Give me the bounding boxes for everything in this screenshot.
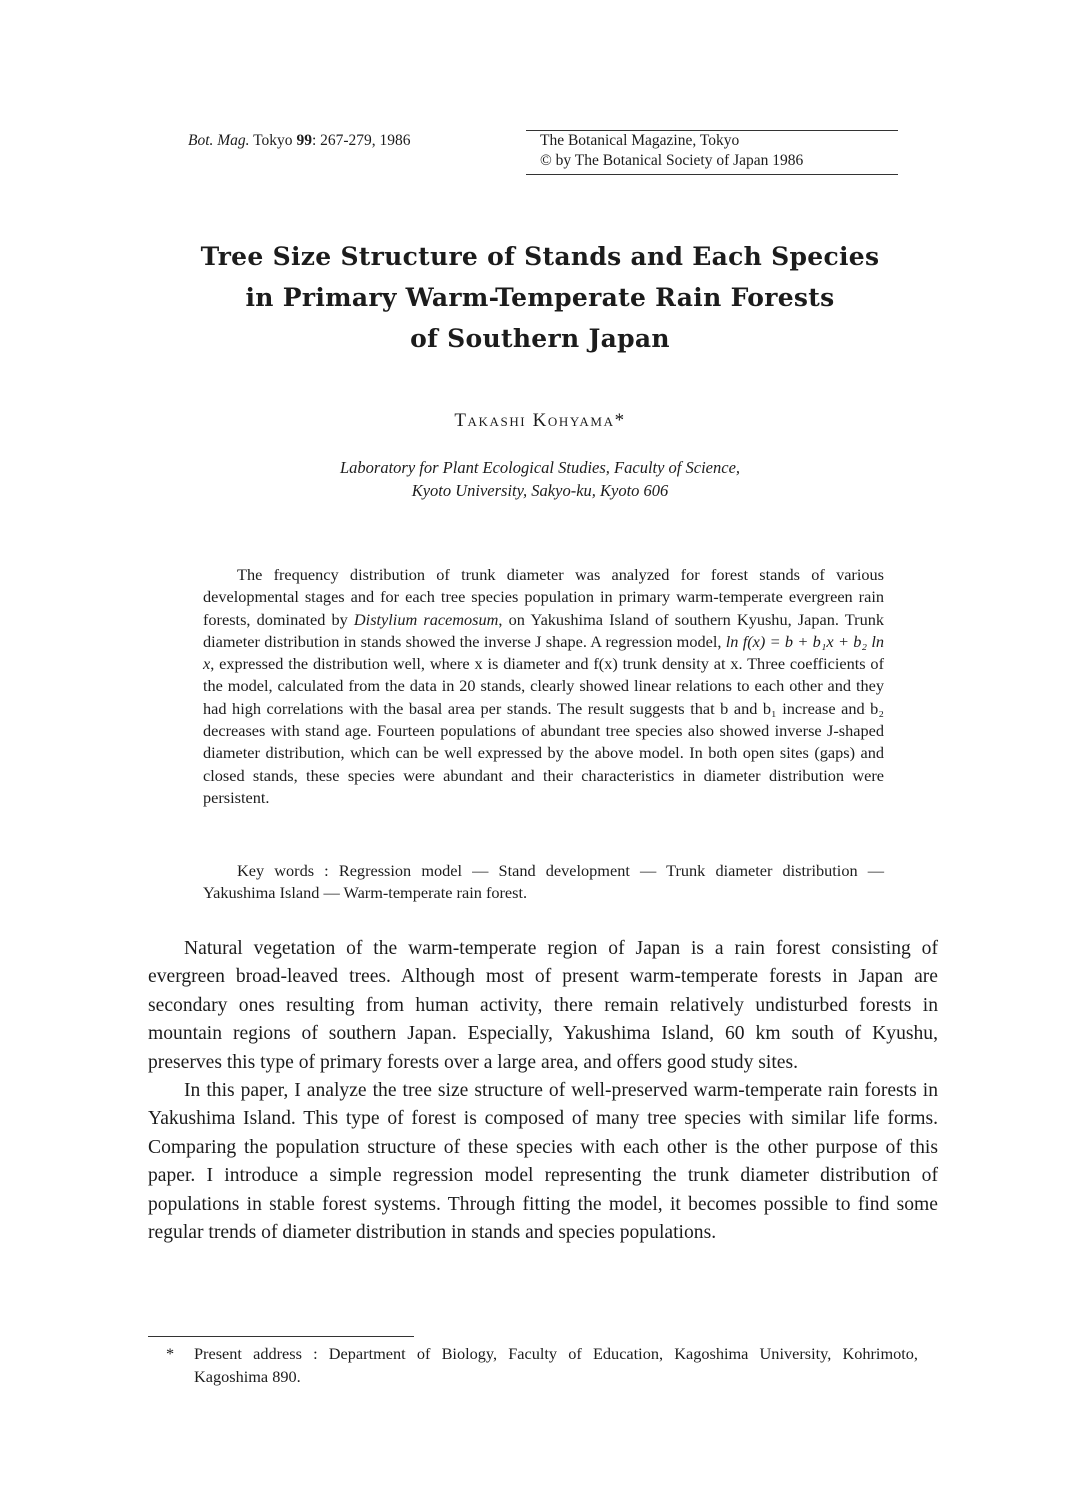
volume-number: 99 [296,132,312,149]
abstract-text-3: , expressed the distribution well, where x is diameter and f(x) trunk density at x. Three coefficients of the model, calculated from the data in 20 stands, clearly showed linear relations to each other and they had high correlations with the basal area per stands. The result suggests that b and b₁ increase and b₂ decreases with stand age. Fourteen populations of abundant tree species also showed inverse J-shaped diameter distribution, which can be well expressed by the above model. In both open sites (gaps) and closed stands, these species were abundant and their characteristics in diameter distribution were persistent. [203,654,884,807]
title-line-1: Tree Size Structure of Stands and Each Species [200,242,880,271]
journal-city: Tokyo [253,132,293,149]
journal-name: The Botanical Magazine, Tokyo [540,132,740,149]
keywords-paragraph [203,860,884,905]
affiliation-line-2: Kyoto University, Sakyo-ku, Kyoto 606 [411,481,669,500]
regression-model: ln f(x) = b + b₁x + b₂ ln x [203,631,884,674]
copyright-line: © by The Botanical Society of Japan 1986 [540,152,804,169]
paper-title [100,236,980,359]
footnote-text: Present address : Department of Biology, Faculty of Education, Kagoshima University, Kohrimoto, Kagoshima 890. [194,1344,918,1386]
citation-line [188,132,411,150]
body-paragraph-1: Natural vegetation of the warm-temperate region of Japan is a rain forest consisting of evergreen broad-leaved trees. Although most of present warm-temperate forests in Japan are secondary ones resulting from human activity, there remain relatively undisturbed forests in mountain regions of southern Japan. Especially, Yakushima Island, 60 km south of Kyushu, preserves this type of primary forests over a large area, and offers good study sites. [148,938,938,1073]
title-line-2: in Primary Warm-Temperate Rain Forests [245,283,835,312]
abstract-text-2: , on Yakushima Island of southern Kyushu, Japan. Trunk diameter distribution in stands showed the inverse J shape. A regression model, [203,609,884,651]
affiliation [100,456,980,502]
keywords-text: Regression model — Stand development — Trunk diameter distribution — Yakushima Island — Warm-temperate rain forest. [203,861,885,903]
footnote [166,1342,918,1388]
affiliation-line-1: Laboratory for Plant Ecological Studies, Faculty of Science, [339,458,741,477]
abstract-text-1: The frequency distribution of trunk diameter was analyzed for forest stands of various developmental stages and for each tree species population in primary warm-temperate evergreen rain forests, dominated by [203,565,884,629]
abstract [203,564,884,809]
journal-bottom-rule [526,174,898,175]
footnote-rule [148,1336,414,1337]
keywords [203,860,884,905]
abstract-paragraph [203,564,884,809]
author [100,410,980,432]
body-paragraph-2: In this paper, I analyze the tree size structure of well-preserved warm-temperate rain forests in Yakushima Island. This type of forest is composed of many tree species with similar life forms. Comparing the population structure of these species with each other is the other purpose of this paper. I introduce a simple regression model representing the trunk diameter distribution of populations in stable forest systems. Through fitting the model, it becomes possible to find some regular trends of diameter distribution in stands and species populations. [148,1080,938,1244]
journal-box [526,130,898,175]
pages-year: : 267-279, 1986 [311,132,411,149]
journal-abbrev: Bot. Mag. [188,132,250,149]
footnote-mark: * [166,1344,175,1363]
title-line-3: of Southern Japan [410,324,670,353]
author-footnote-mark: * [614,410,626,431]
body-text [148,935,938,1247]
keywords-label: Key words : [237,861,329,880]
species-name: Distylium racemosum [353,609,499,629]
author-name: Takashi Kohyama [454,410,615,431]
